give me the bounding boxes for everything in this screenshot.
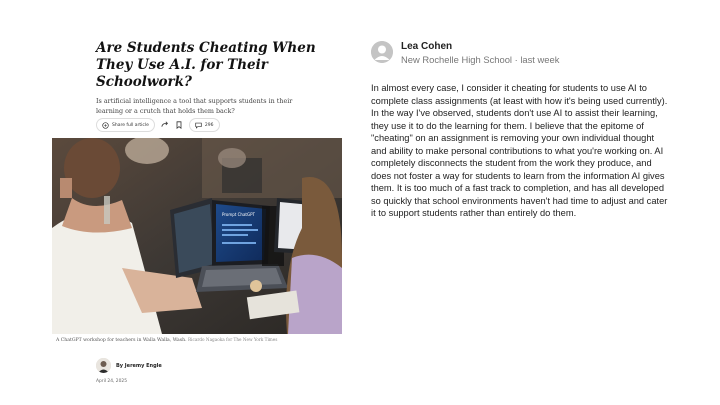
publish-date: April 24, 2025 [96, 379, 127, 384]
author-photo [96, 358, 111, 373]
comment-count: 296 [204, 122, 214, 128]
user-avatar-icon[interactable] [371, 41, 393, 63]
byline [96, 358, 162, 373]
photo-caption [56, 337, 277, 343]
bookmark-icon[interactable] [175, 121, 183, 129]
article-headline: Are Students Cheating When They Use A.I. for Their Schoolwork? [96, 40, 316, 90]
slide-title: Prompt ChatGPT [222, 212, 255, 217]
share-label: Share full article [112, 122, 149, 128]
article-panel [52, 40, 342, 384]
comment-author[interactable]: Lea Cohen [401, 41, 453, 52]
comment-header [371, 41, 671, 66]
comment-body: In almost every case, I consider it cheating for students to use AI to complete class assignments (at least with how it's being used currently). In the way I've observed, students don't use AI to assist their learning, they use it to do the learning for them. I believe that the epitome of "cheating" on an assignment is removing your own individual thought and ability to make personal contributions to what you're working on. AI completely disconnects the student from the work they produce, and does not foster a way for students to learn from the information AI gives them. It is too much of a fast track to completion, and has all developed so quickly that school environments haven't had time to adjust and cater it to support students rather than entirely do them. [371, 83, 668, 218]
share-bar [96, 118, 220, 132]
comments-button[interactable] [189, 118, 220, 132]
byline-author[interactable]: By Jeremy Engle [116, 362, 162, 369]
caption-text: A ChatGPT workshop for teachers in Walla Walla, Wash. [56, 338, 187, 343]
comment-icon [195, 122, 202, 129]
comment-meta: New Rochelle High School · last week [401, 54, 560, 65]
classroom-photo [52, 138, 342, 334]
article-photo [52, 138, 342, 334]
share-icon [102, 122, 109, 129]
forward-icon[interactable] [161, 121, 169, 129]
share-article-button[interactable] [96, 118, 155, 132]
article-dek: Is artificial intelligence a tool that supports students in their learning or a crutch that holds them back? [96, 97, 293, 115]
comment-card [371, 41, 671, 220]
caption-credit: Ricardo Nagaoka for The New York Times [188, 337, 278, 342]
